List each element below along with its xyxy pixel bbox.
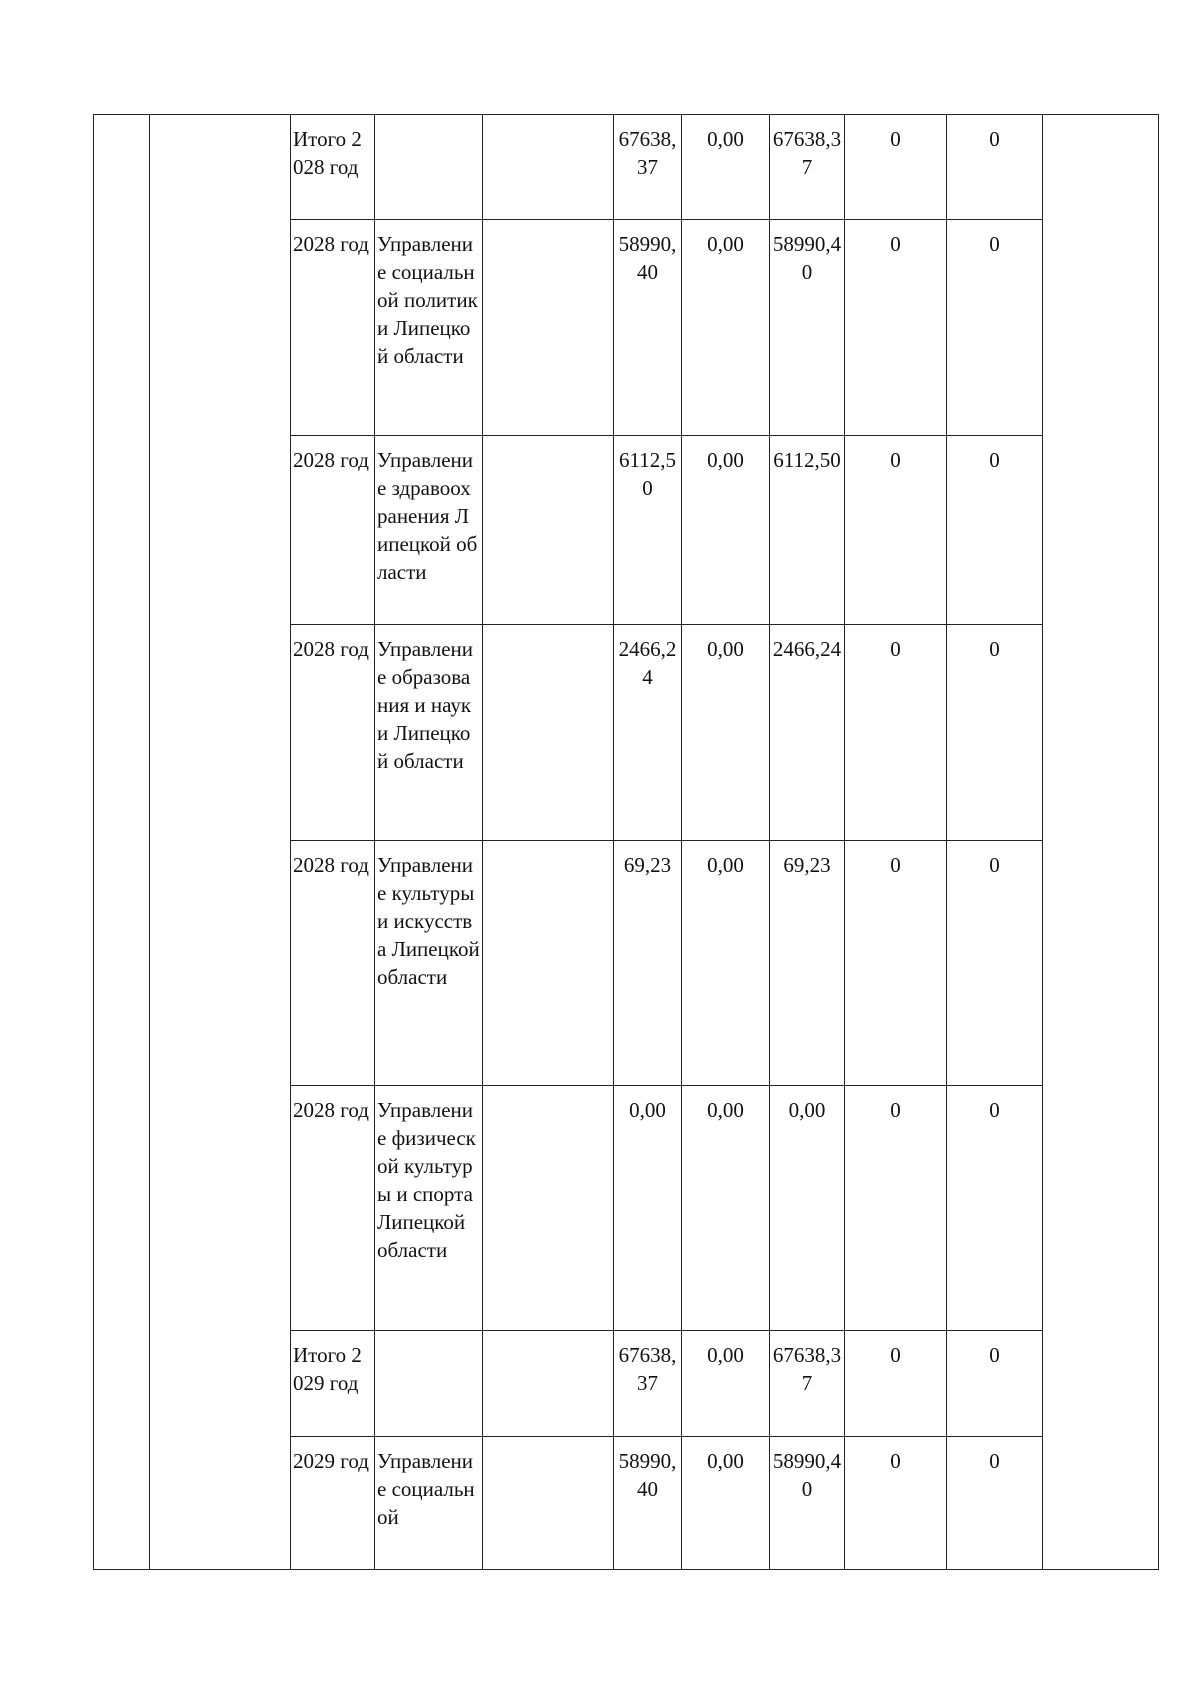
amount-cell-b: 0,00 xyxy=(682,115,770,220)
budget-table xyxy=(93,114,1159,1570)
empty-cell-last xyxy=(1043,115,1159,1570)
amount-cell-c: 67638,37 xyxy=(770,115,845,220)
organization-cell: Управление социальной политики Липецкой области xyxy=(375,220,483,436)
amount-cell-c: 58990,40 xyxy=(770,1437,845,1570)
amount-cell-d: 0 xyxy=(845,625,947,841)
amount-cell-b: 0,00 xyxy=(682,625,770,841)
empty-cell xyxy=(483,115,614,220)
table-row xyxy=(94,115,1159,220)
amount-cell-b: 0,00 xyxy=(682,1437,770,1570)
amount-cell-d: 0 xyxy=(845,436,947,625)
amount-cell-e: 0 xyxy=(947,625,1043,841)
amount-cell-c: 69,23 xyxy=(770,841,845,1086)
total-amount-cell: 58990,40 xyxy=(614,1437,682,1570)
amount-cell-e: 0 xyxy=(947,436,1043,625)
amount-cell-b: 0,00 xyxy=(682,220,770,436)
amount-cell-d: 0 xyxy=(845,1437,947,1570)
period-cell: 2028 год xyxy=(291,436,375,625)
period-cell: 2028 год xyxy=(291,841,375,1086)
total-amount-cell: 67638,37 xyxy=(614,115,682,220)
period-cell: 2028 год xyxy=(291,1086,375,1331)
organization-cell: Управление культуры и искусства Липецкой области xyxy=(375,841,483,1086)
amount-cell-e: 0 xyxy=(947,1086,1043,1331)
amount-cell-e: 0 xyxy=(947,1331,1043,1437)
organization-cell: Управление физической культуры и спорта Липецкой области xyxy=(375,1086,483,1331)
organization-cell xyxy=(375,1331,483,1437)
organization-cell xyxy=(375,115,483,220)
amount-cell-b: 0,00 xyxy=(682,1331,770,1437)
empty-cell xyxy=(483,1086,614,1331)
amount-cell-c: 2466,24 xyxy=(770,625,845,841)
amount-cell-d: 0 xyxy=(845,220,947,436)
empty-cell xyxy=(483,1437,614,1570)
amount-cell-d: 0 xyxy=(845,841,947,1086)
total-amount-cell: 67638,37 xyxy=(614,1331,682,1437)
empty-cell-col2 xyxy=(150,115,291,1570)
amount-cell-e: 0 xyxy=(947,1437,1043,1570)
period-cell: 2028 год xyxy=(291,625,375,841)
period-cell: Итого 2029 год xyxy=(291,1331,375,1437)
empty-cell xyxy=(483,625,614,841)
empty-cell xyxy=(483,436,614,625)
period-cell: Итого 2028 год xyxy=(291,115,375,220)
amount-cell-b: 0,00 xyxy=(682,1086,770,1331)
organization-cell: Управление здравоохранения Липецкой области xyxy=(375,436,483,625)
amount-cell-c: 58990,40 xyxy=(770,220,845,436)
empty-cell xyxy=(483,841,614,1086)
total-amount-cell: 58990,40 xyxy=(614,220,682,436)
amount-cell-b: 0,00 xyxy=(682,841,770,1086)
amount-cell-d: 0 xyxy=(845,1086,947,1331)
empty-cell xyxy=(483,220,614,436)
amount-cell-d: 0 xyxy=(845,115,947,220)
organization-cell: Управление образования и науки Липецкой области xyxy=(375,625,483,841)
total-amount-cell: 2466,24 xyxy=(614,625,682,841)
total-amount-cell: 6112,50 xyxy=(614,436,682,625)
organization-cell: Управление социальной xyxy=(375,1437,483,1570)
period-cell: 2029 год xyxy=(291,1437,375,1570)
amount-cell-e: 0 xyxy=(947,220,1043,436)
amount-cell-c: 6112,50 xyxy=(770,436,845,625)
amount-cell-b: 0,00 xyxy=(682,436,770,625)
amount-cell-e: 0 xyxy=(947,841,1043,1086)
total-amount-cell: 0,00 xyxy=(614,1086,682,1331)
period-cell: 2028 год xyxy=(291,220,375,436)
amount-cell-d: 0 xyxy=(845,1331,947,1437)
empty-cell-col1 xyxy=(94,115,150,1570)
total-amount-cell: 69,23 xyxy=(614,841,682,1086)
amount-cell-c: 0,00 xyxy=(770,1086,845,1331)
empty-cell xyxy=(483,1331,614,1437)
amount-cell-e: 0 xyxy=(947,115,1043,220)
amount-cell-c: 67638,37 xyxy=(770,1331,845,1437)
